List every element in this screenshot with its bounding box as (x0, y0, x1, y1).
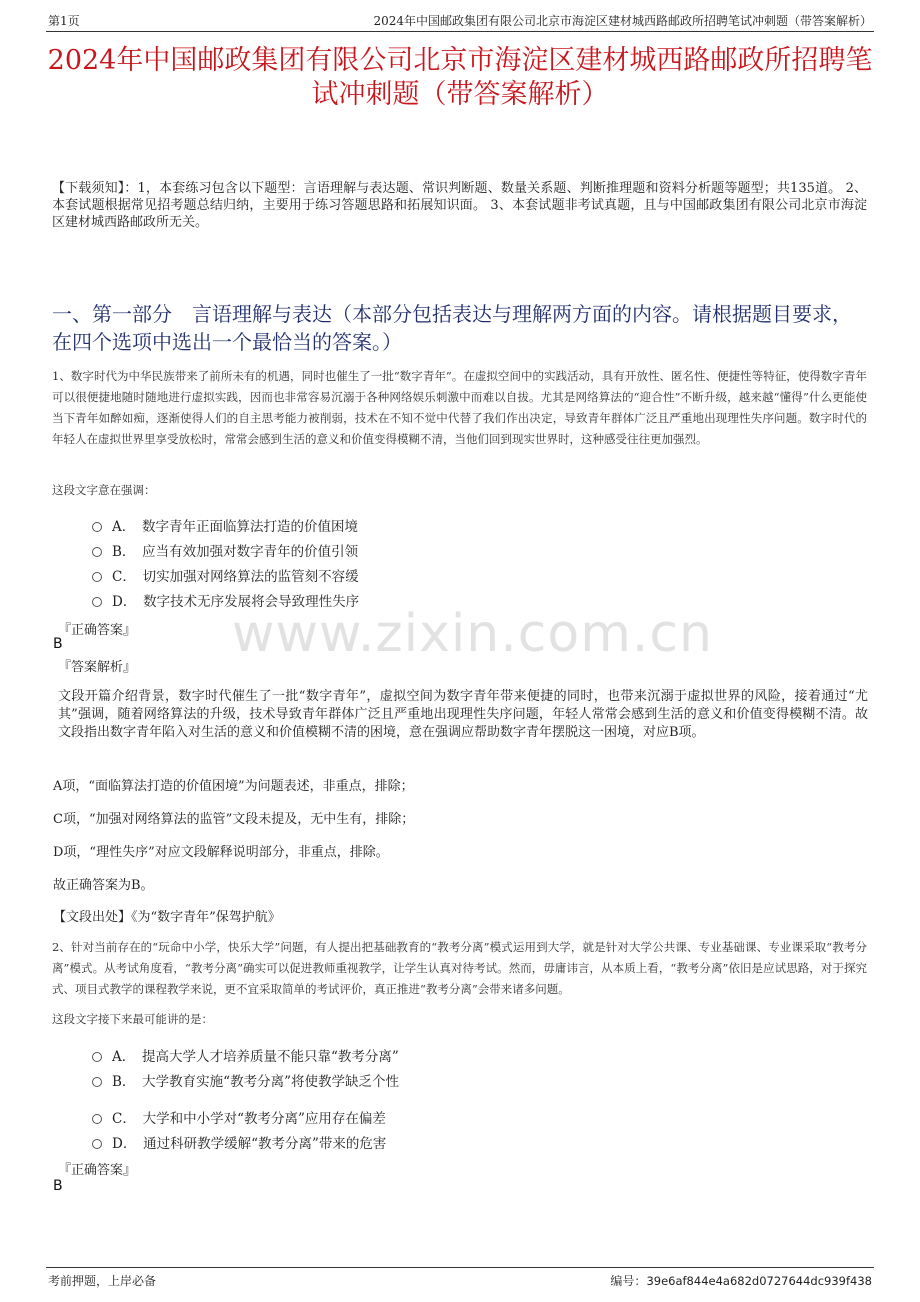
question-2-stem: 2、针对当前存在的“玩命中小学，快乐大学”问题，有人提出把基础教育的“教考分离”模式运用到大学，就是针对大学公共课、专业基础课、专业课采取“教考分离”模式。从考试角度看，“教考分离”确实可以促进教师重视教学，让学生认真对待考试。然而，毋庸讳言，从本质上看，“教考分离”依旧是应试思路，对于探究式、项目式教学的课程教学来说，更不宜采取简单的考试评价，真正推进“教考分离”会带来诸多问题。 (52, 940, 867, 996)
section-heading: 一、第一部分 言语理解与表达（本部分包括表达与理解两方面的内容。请根据题目要求，在四个选项中选出一个最恰当的答案。） (52, 302, 852, 354)
question-2-answer-label: 『正确答案』 (58, 1163, 137, 1178)
radio-icon[interactable] (92, 597, 102, 607)
page-title: 2024年中国邮政集团有限公司北京市海淀区建材城西路邮政所招聘笔试冲刺题（带答案解析） (47, 45, 873, 110)
radio-icon[interactable] (92, 547, 102, 557)
radio-icon[interactable] (92, 1077, 102, 1087)
question-1-prompt: 这段文字意在强调： (52, 483, 156, 497)
header-page-number: 第1页 (48, 14, 80, 28)
radio-icon[interactable] (92, 1052, 102, 1062)
footer-code-label: 编号： (610, 1274, 647, 1288)
header-document-title: 2024年中国邮政集团有限公司北京市海淀区建材城西路邮政所招聘笔试冲刺题（带答案解析） (373, 14, 872, 28)
download-notice: 【下载须知】：1，本套练习包含以下题型：言语理解与表达题、常识判断题、数量关系题、判断推理题和资料分析题等题型；共135道。 2、本套试题根据常见招考题总结归纳，主要用于练习答题思路和拓展知识面。 3、本套试题非考试真题，且与中国邮政集团有限公司北京市海淀区建材城西路邮政所无关。 (52, 181, 867, 230)
header-divider (46, 31, 874, 32)
question-1-analysis-line: C项，“加强对网络算法的监管”文段未提及，无中生有，排除； (53, 812, 415, 827)
question-1-option-a[interactable]: A． 数字青年正面临算法打造的价值困境 (92, 515, 358, 535)
question-1-answer-label: 『正确答案』 (58, 623, 137, 638)
question-2-option-d[interactable]: D． 通过科研教学缓解“教考分离”带来的危害 (92, 1132, 386, 1152)
question-1-analysis-line: A项，“面临算法打造的价值困境”为问题表述，非重点，排除； (53, 779, 414, 794)
radio-icon[interactable] (92, 1139, 102, 1149)
question-1-source: 【文段出处】《为“数字青年”保驾护航》 (53, 910, 281, 925)
footer-slogan: 考前押题，上岸必备 (48, 1274, 157, 1288)
radio-icon[interactable] (92, 1114, 102, 1124)
question-1-option-b[interactable]: B． 应当有效加强对数字青年的价值引领 (92, 540, 358, 560)
question-1-stem: 1、数字时代为中华民族带来了前所未有的机遇，同时也催生了一批“数字青年”。在虚拟空间中的实践活动，具有开放性、匿名性、便捷性等特征，使得数字青年可以很便捷地随时随地进行虚拟实践，因而也非常容易沉溺于各种网络娱乐刺激中而难以自拔。尤其是网络算法的“迎合性”不断升级，越来越“懂得”什么更能使当下青年如醉如痴，逐渐使得人们的自主思考能力被削弱，技术在不知不觉中代替了我们作出决定，导致青年群体广泛且严重地出现理性失序问题。数字时代的年轻人在虚拟世界里享受放松时，常常会感到生活的意义和价值变得模糊不清，当他们回到现实世界时，这种感受往往更加强烈。 (52, 369, 867, 446)
question-1-answer: B (53, 636, 63, 652)
question-1-analysis: 文段开篇介绍背景，数字时代催生了一批“数字青年”，虚拟空间为数字青年带来便捷的同时，也带来沉溺于虚拟世界的风险，接着通过“尤其”强调，随着网络算法的升级，技术导致青年群体广泛且严重地出现理性失序问题，年轻人常常会感到生活的意义和价值变得模糊不清。故文段指出数字青年陷入对生活的意义和价值模糊不清的困境，意在强调应帮助数字青年摆脱这一困境，对应B项。 (58, 689, 868, 740)
footer-divider (46, 1267, 874, 1268)
question-2-option-a[interactable]: A． 提高大学人才培养质量不能只靠“教考分离” (92, 1045, 399, 1065)
question-1-conclusion: 故正确答案为B。 (53, 878, 154, 893)
question-2-option-b[interactable]: B． 大学教育实施“教考分离”将使教学缺乏个性 (92, 1070, 399, 1090)
footer-code (610, 1272, 872, 1289)
question-1-option-d[interactable]: D． 数字技术无序发展将会导致理性失序 (92, 590, 359, 610)
question-1-option-c[interactable]: C． 切实加强对网络算法的监管刻不容缓 (92, 565, 359, 585)
radio-icon[interactable] (92, 572, 102, 582)
watermark: www.zixin.com.cn (232, 604, 713, 664)
radio-icon[interactable] (92, 522, 102, 532)
question-1-analysis-line: D项，“理性失序”对应文段解释说明部分，非重点，排除。 (53, 845, 389, 860)
question-2-option-c[interactable]: C． 大学和中小学对“教考分离”应用存在偏差 (92, 1107, 386, 1127)
question-2-prompt: 这段文字接下来最可能讲的是： (52, 1012, 213, 1026)
footer-code-value: 39e6af844e4a682d0727644dc939f438 (646, 1274, 872, 1288)
question-2-answer: B (53, 1178, 63, 1194)
question-1-analysis-label: 『答案解析』 (58, 660, 137, 675)
